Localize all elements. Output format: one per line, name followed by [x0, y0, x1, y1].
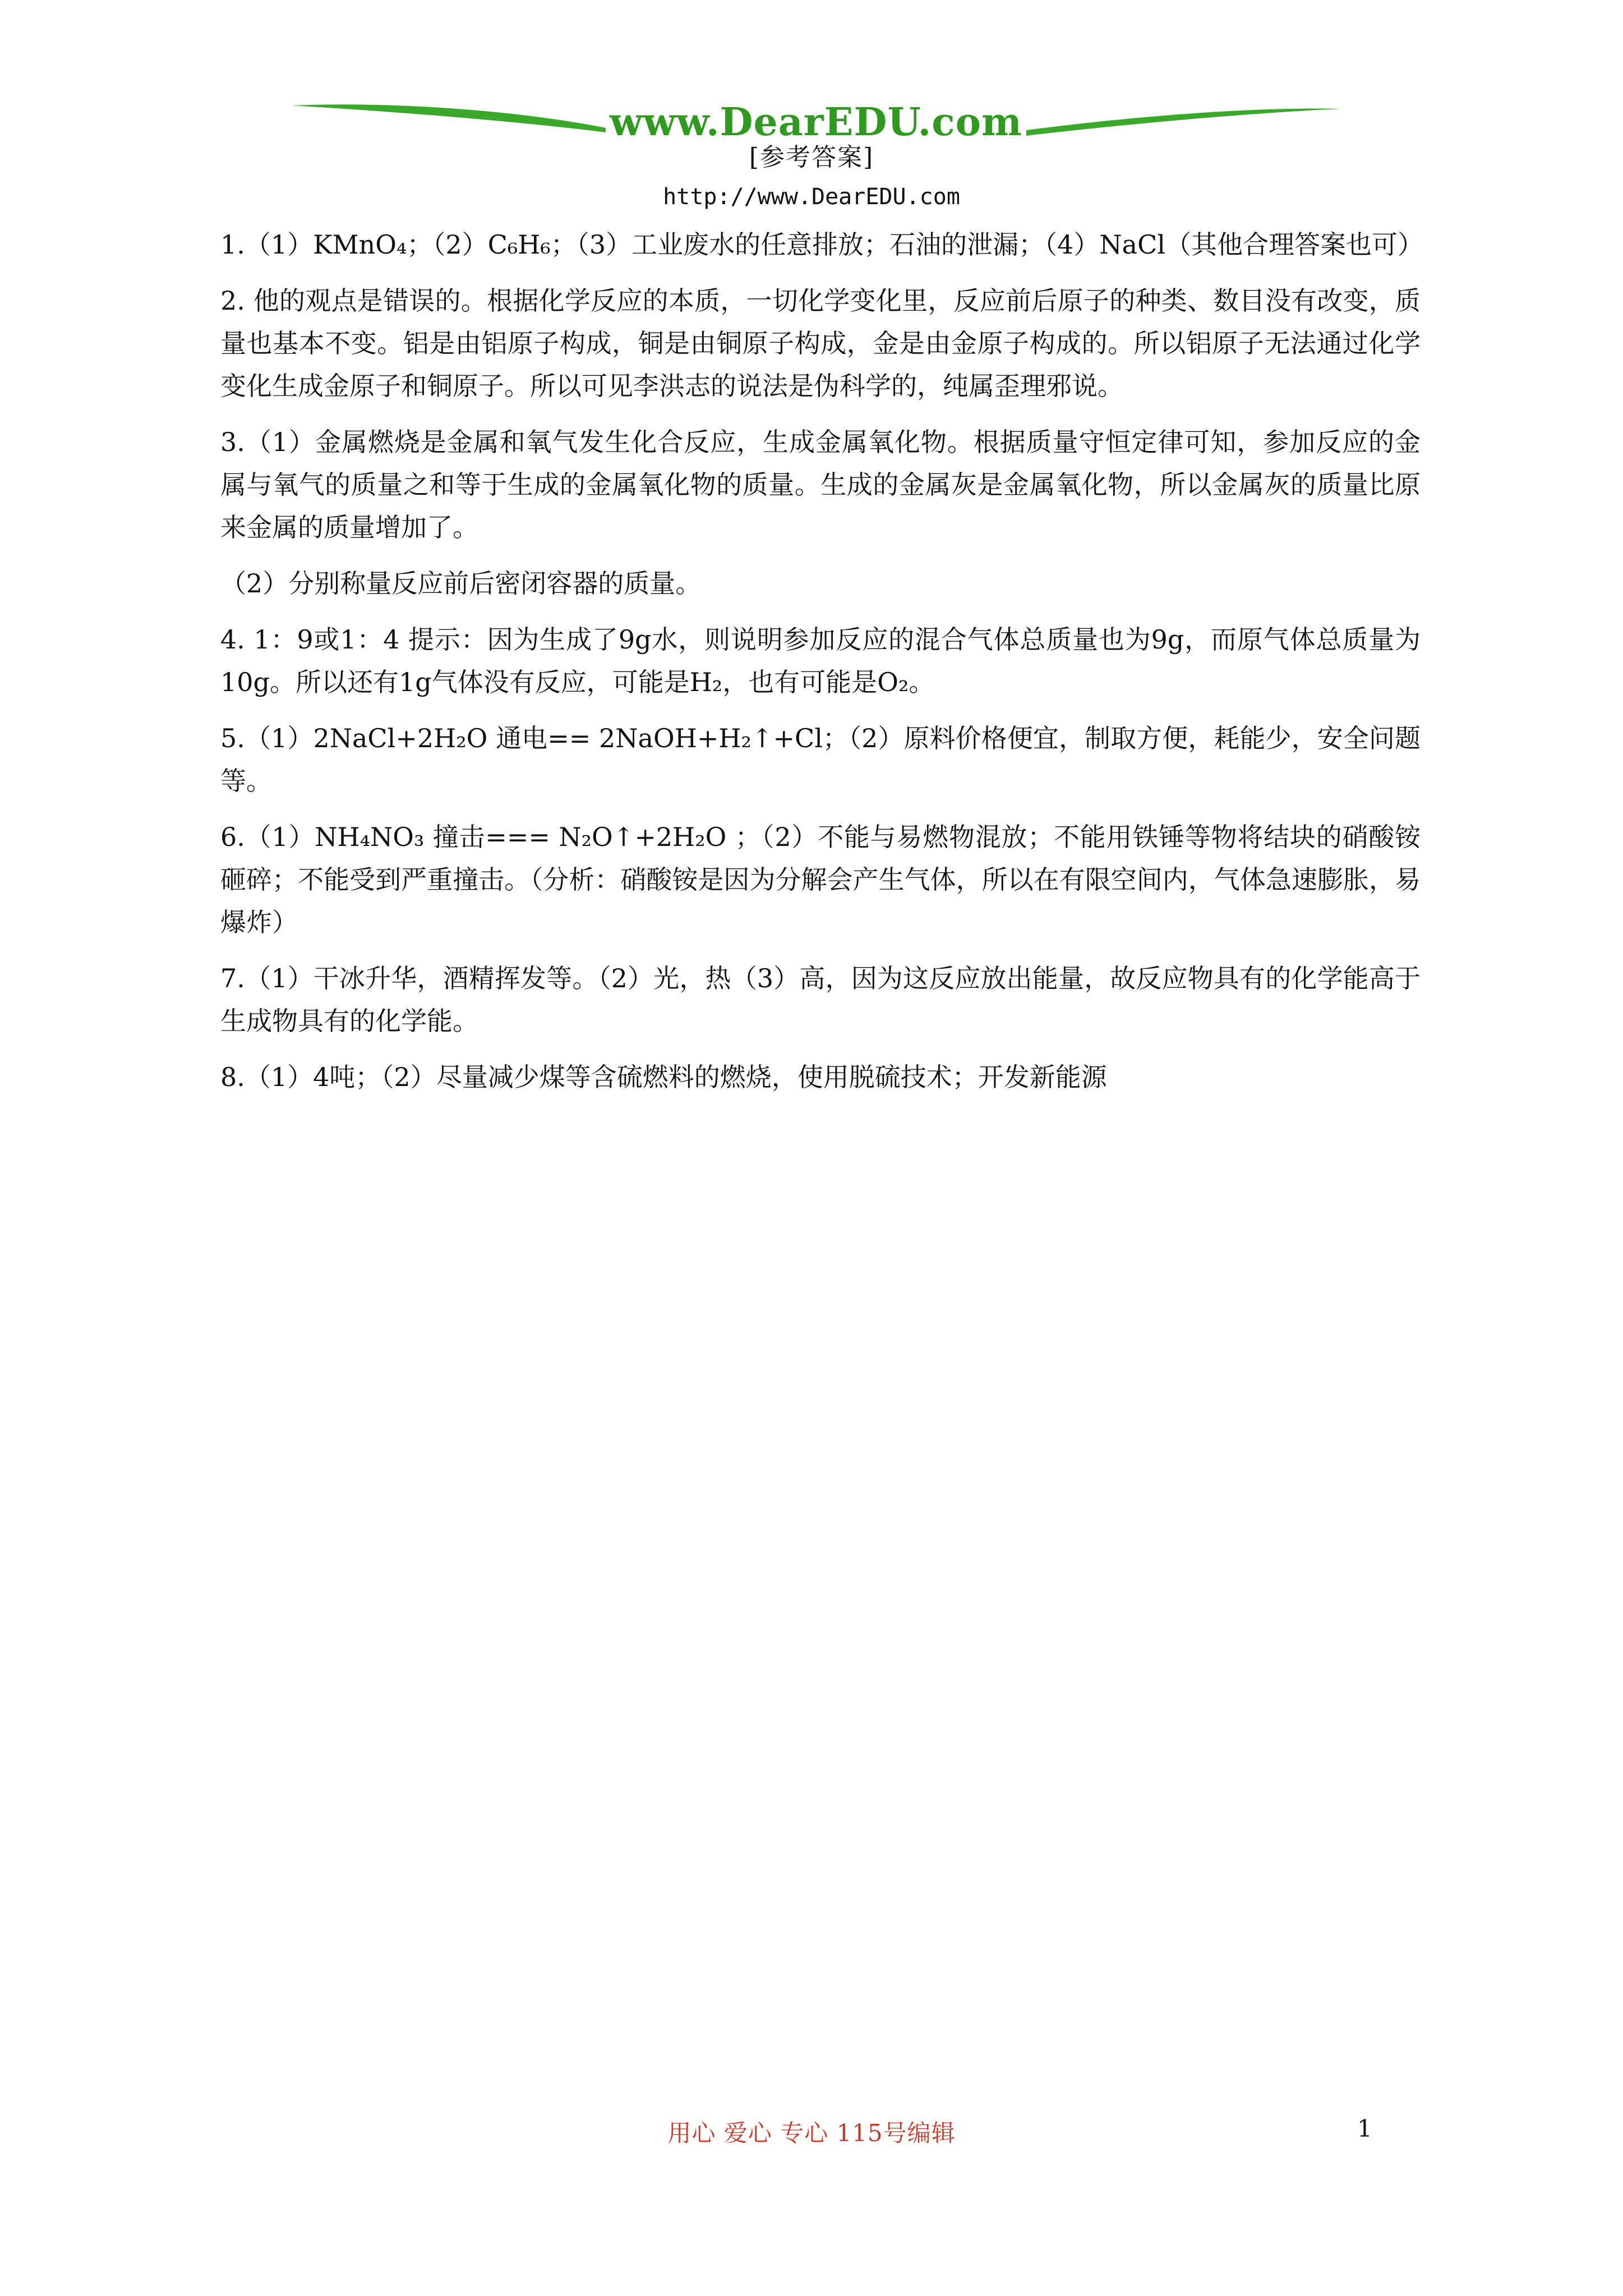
answer-item-4: 4. 1：9或1：4 提示：因为生成了9g水，则说明参加反应的混合气体总质量也为9g，而原气体总质量为10g。所以还有1g气体没有反应，可能是H₂，也有可能是O₂。 [220, 624, 1421, 697]
answer-item-2: 2. 他的观点是错误的。根据化学反应的本质，一切化学变化里，反应前后原子的种类、数目没有改变，质量也基本不变。铝是由铝原子构成，铜是由铜原子构成，金是由金原子构成的。所以铝原子无法通过化学变化生成金原子和铜原子。所以可见李洪志的说法是伪科学的，纯属歪理邪说。 [220, 286, 1421, 401]
answer-item-3-part-2: （2）分别称量反应前后密闭容器的质量。 [220, 568, 702, 599]
footer-text: 用心 爱心 专心 115号编辑 [667, 2119, 956, 2147]
site-logo: www.DearEDU.com [610, 100, 1022, 145]
answer-list [220, 223, 1421, 1098]
answer-item-8: 8.（1）4吨；（2）尽量减少煤等含硫燃料的燃烧，使用脱硫技术；开发新能源 [220, 1062, 1107, 1092]
answer-item-7: 7.（1）干冰升华，酒精挥发等。（2）光，热（3）高，因为这反应放出能量，故反应物具有的化学能高于生成物具有的化学能。 [220, 963, 1421, 1036]
answer-item-1: 1.（1）KMnO₄；（2）C₆H₆；（3）工业废水的任意排放；石油的泄漏；（4）NaCl（其他合理答案也可） [220, 229, 1423, 260]
answer-item-5: 5.（1）2NaCl+2H₂O 通电== 2NaOH+H₂↑+Cl；（2）原料价格便宜，制取方便，耗能少，安全问题等。 [220, 723, 1421, 796]
page-title: [参考答案] [749, 143, 874, 172]
page-number: 1 [1357, 2115, 1372, 2142]
site-url: http://www.DearEDU.com [663, 184, 960, 210]
answer-item-6: 6.（1）NH₄NO₃ 撞击=== N₂O↑+2H₂O ；（2）不能与易燃物混放；不能用铁锤等物将结块的硝酸铵砸碎；不能受到严重撞击。（分析：硝酸铵是因为分解会产生气体，所以在有限空间内，气体急速膨胀，易爆炸） [220, 822, 1421, 937]
answer-item-3: 3.（1）金属燃烧是金属和氧气发生化合反应，生成金属氧化物。根据质量守恒定律可知，参加反应的金属与氧气的质量之和等于生成的金属氧化物的质量。生成的金属灰是金属氧化物，所以金属灰的质量比原来金属的质量增加了。 [220, 427, 1421, 542]
